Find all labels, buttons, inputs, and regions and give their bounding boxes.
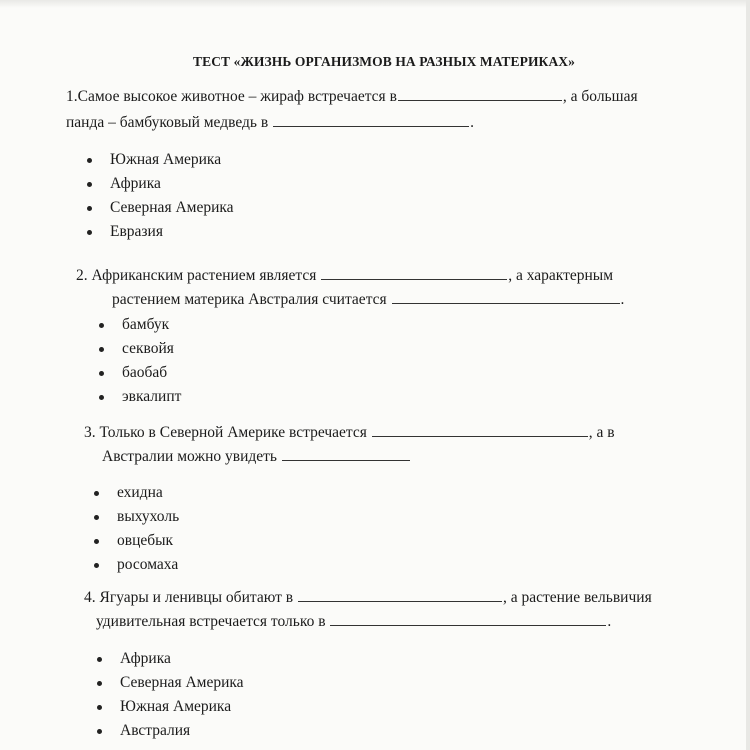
question-1-blank-2[interactable] (273, 113, 469, 127)
bullet-icon (94, 491, 99, 496)
question-2-text-a: 2. Африканским растением является (76, 267, 317, 284)
question-1-text-d: . (470, 114, 474, 131)
bullet-icon (87, 230, 92, 235)
option-label: овцебык (117, 532, 174, 549)
question-2-text-d: . (620, 291, 625, 308)
question-2-text-c: растением материка Австралия считается (112, 291, 387, 308)
question-3-blank-1[interactable] (372, 423, 588, 437)
question-1-text-a: 1.Самое высокое животное – жираф встречается в (66, 88, 397, 105)
bullet-icon (87, 182, 92, 187)
question-4-blank-1[interactable] (298, 588, 502, 602)
bullet-icon (99, 323, 104, 328)
option-label: Австралия (120, 722, 191, 739)
option-item[interactable] (91, 553, 179, 577)
option-label: Евразия (110, 223, 163, 240)
option-label: бамбук (122, 316, 170, 333)
test-title: ТЕСТ «ЖИЗНЬ ОРГАНИЗМОВ НА РАЗНЫХ МАТЕРИКАХ» (193, 54, 575, 69)
option-item[interactable] (94, 695, 244, 719)
option-item[interactable] (91, 529, 179, 553)
question-1-line-2 (66, 113, 474, 133)
option-item[interactable] (94, 647, 244, 671)
bullet-icon (99, 347, 104, 352)
question-1-text-c: панда – бамбуковый медведь в (66, 114, 269, 131)
question-3-blank-2[interactable] (282, 447, 410, 461)
question-4-text-c: удивительная встречается только в (96, 613, 326, 630)
question-4-blank-2[interactable] (330, 612, 606, 626)
question-2-blank-2[interactable] (392, 290, 620, 304)
question-4-options (94, 647, 244, 743)
question-3-text-b: , а в (588, 424, 615, 441)
option-item[interactable] (96, 337, 181, 361)
question-4-text-a: 4. Ягуары и ленивцы обитают в (84, 589, 294, 606)
option-item[interactable] (84, 148, 234, 172)
question-4-line-2 (96, 612, 611, 632)
option-label: секвойя (122, 340, 174, 357)
option-item[interactable] (94, 671, 244, 695)
bullet-icon (87, 158, 92, 163)
scan-top-edge (0, 0, 750, 8)
bullet-icon (87, 206, 92, 211)
bullet-icon (94, 563, 99, 568)
option-item[interactable] (84, 172, 234, 196)
option-label: Северная Америка (110, 199, 234, 216)
question-3-line-2 (102, 447, 411, 467)
option-label: росомаха (117, 556, 179, 573)
question-2-text-b: , а характерным (508, 267, 614, 284)
question-4-line-1 (84, 588, 652, 608)
option-item[interactable] (96, 361, 181, 385)
bullet-icon (94, 539, 99, 544)
question-2-options (96, 313, 181, 409)
option-item[interactable] (96, 385, 181, 409)
bullet-icon (99, 371, 104, 376)
option-label: выхухоль (117, 508, 180, 525)
question-3-line-1 (84, 423, 615, 443)
bullet-icon (97, 681, 102, 686)
option-item[interactable] (91, 481, 179, 505)
question-1-line-1 (66, 87, 638, 107)
option-item[interactable] (91, 505, 179, 529)
bullet-icon (97, 657, 102, 662)
question-3-text-a: 3. Только в Северной Америке встречается (84, 424, 367, 441)
question-2-line-2 (112, 290, 624, 310)
question-1-options (84, 148, 234, 244)
option-label: Северная Америка (120, 674, 244, 691)
bullet-icon (94, 515, 99, 520)
option-label: Африка (110, 175, 161, 192)
option-item[interactable] (84, 220, 234, 244)
option-label: Африка (120, 650, 171, 667)
question-3-options (91, 481, 179, 577)
question-1-text-b: , а большая (562, 88, 638, 105)
scan-right-edge (746, 0, 750, 750)
option-label: Южная Америка (110, 151, 222, 168)
question-1-blank-1[interactable] (398, 87, 562, 101)
option-label: ехидна (117, 484, 163, 501)
option-label: эвкалипт (122, 388, 182, 405)
bullet-icon (97, 729, 102, 734)
question-4-text-b: , а растение вельвичия (502, 589, 652, 606)
option-item[interactable] (94, 719, 244, 743)
option-label: баобаб (122, 364, 168, 381)
question-2-line-1 (76, 266, 613, 286)
bullet-icon (99, 395, 104, 400)
question-2-blank-1[interactable] (321, 266, 507, 280)
option-label: Южная Америка (120, 698, 232, 715)
bullet-icon (97, 705, 102, 710)
question-3-text-c: Австралии можно увидеть (102, 448, 278, 465)
option-item[interactable] (96, 313, 181, 337)
option-item[interactable] (84, 196, 234, 220)
question-4-text-d: . (607, 613, 612, 630)
